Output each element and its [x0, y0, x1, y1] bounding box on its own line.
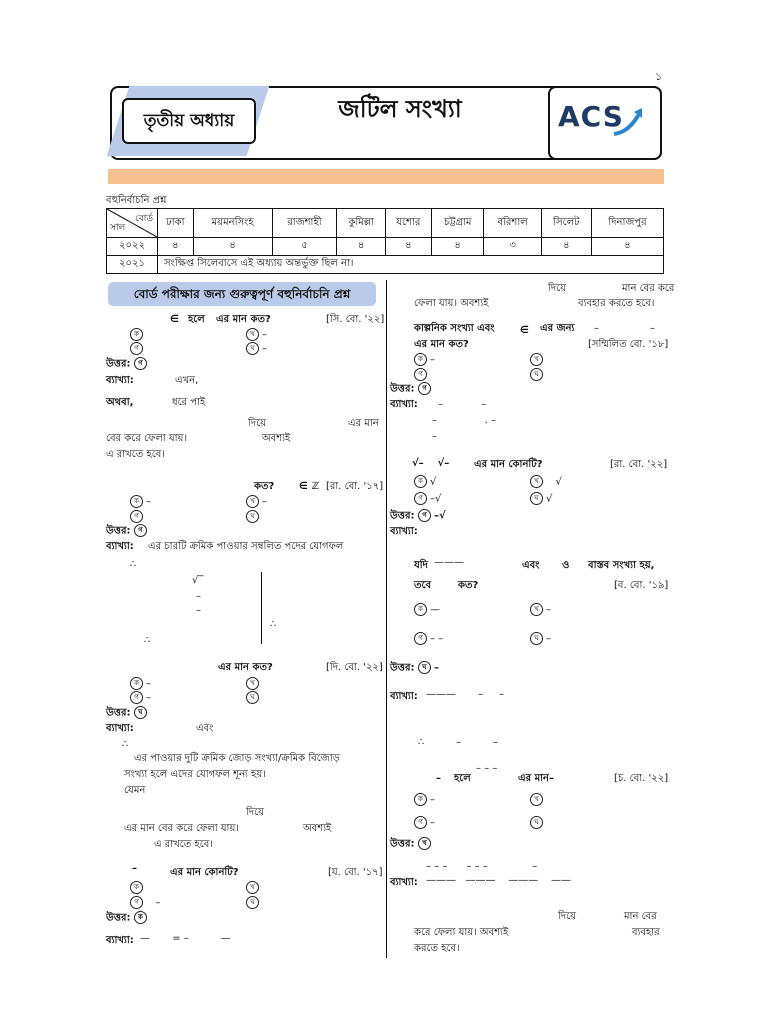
count-cell: ৪: [158, 238, 194, 256]
q7-answer: উত্তর: ঘ –: [390, 662, 439, 674]
q4-option-b: খ: [246, 881, 262, 895]
q1-text: এর মান কত?: [216, 314, 271, 325]
fraction-mark: ———: [434, 557, 464, 568]
count-cell: ৪: [193, 238, 272, 256]
cont-text: ফেলা যায়। অবশ্যই: [414, 298, 489, 309]
fraction-mark: – – –: [476, 763, 498, 774]
dash-mark: – –: [438, 399, 487, 410]
q4-answer: উত্তর: ক: [106, 911, 150, 925]
q2-text: কত?: [254, 481, 275, 492]
q1-answer: উত্তর: গ: [106, 357, 150, 371]
therefore-symbol: ∴ – –: [418, 737, 498, 748]
q1-option-c: গ: [130, 342, 146, 356]
q2-ref: [রা. বো. '১৭]: [326, 481, 384, 492]
q2-option-d: ঘ: [246, 510, 262, 524]
year-cell: ২০২২: [107, 238, 158, 256]
therefore-symbol: ∴: [144, 635, 151, 646]
q5-ref: [সম্মিলিত বো. '১৮]: [588, 339, 669, 350]
q2-option-c: গ: [130, 510, 146, 524]
board-name: চট্টগ্রাম: [431, 209, 484, 238]
dash-mark: –: [436, 773, 441, 784]
q5-symbol: ∈: [520, 325, 529, 336]
q7-text: তবে: [414, 580, 432, 591]
q1-exp-text: বের করে ফেলা যায়।: [106, 433, 188, 444]
q5-option-b: খ: [530, 353, 546, 367]
fraction-mark: – – – – – – –: [426, 861, 538, 872]
q6-option-a: ক √: [414, 475, 436, 489]
q1-exp-text: ধরে পাই: [172, 397, 206, 408]
q3-exp-text: যেমন: [124, 785, 146, 796]
table-corner: [107, 209, 158, 238]
q3-text: এর মান কত?: [218, 662, 273, 673]
q5-text-3: এর মান কত?: [414, 339, 469, 350]
cont-text: করতে হবে।: [414, 943, 460, 954]
q1-option-a: ক: [130, 328, 146, 342]
board-name: রাজশাহী: [272, 209, 337, 238]
q7-text: ও: [562, 560, 570, 571]
q8-cond: হলে: [454, 773, 471, 784]
q8-explanation-label: ব্যাখ্যা:: [390, 877, 418, 888]
acs-logo: ACS: [558, 100, 624, 133]
q3-exp-text: এ রাখতে হবে।: [154, 839, 213, 850]
q1-option-d: ঘ –: [246, 342, 267, 356]
dash-mark: –: [594, 323, 599, 334]
q2-option-a: ক –: [130, 495, 151, 509]
q3-exp-text: দিয়ে: [246, 807, 265, 818]
board-name: সিলেট: [541, 209, 591, 238]
q1-explanation-label: ব্যাখ্যা:: [106, 375, 134, 386]
q3-option-a: ক –: [130, 677, 151, 691]
corner-year: সাল: [110, 223, 126, 233]
q5-option-c: গ: [414, 368, 430, 382]
q1-exp-text: এর মান: [348, 418, 379, 429]
chapter-title: জটিল সংখ্যা: [338, 95, 462, 123]
year-cell: ২০২১: [107, 256, 158, 274]
board-name: কুমিল্লা: [337, 209, 386, 238]
q3-explanation-label: ব্যাখ্যা:: [106, 723, 134, 734]
board-frequency-table: [106, 208, 664, 274]
q7-option-c: গ – –: [414, 632, 443, 646]
q2-answer: উত্তর: গ: [106, 524, 150, 538]
cont-text: ব্যবহার করতে হবে।: [578, 298, 655, 309]
q8-text: এর মান–: [518, 773, 555, 784]
therefore-symbol: ∴: [270, 619, 277, 630]
q8-answer: উত্তর: খ: [390, 837, 434, 851]
q3-exp-text: এর পাওয়ার দুটি ক্রমিক জোড় সংখ্যা/ক্রমিক বিজোড়: [134, 753, 340, 764]
dash-mark: –: [196, 605, 201, 616]
q1-exp-text: অথবা,: [106, 397, 134, 408]
dash-mark: –: [196, 591, 201, 602]
q8-ref: [চ. বো. '২২]: [614, 773, 669, 784]
q4-explanation-label: ব্যাখ্যা:: [106, 935, 134, 946]
q2-symbol: ∈ ℤ: [299, 481, 319, 492]
count-cell: ৩: [484, 238, 541, 256]
q3-ref: [দি. বো. '২২]: [326, 662, 383, 673]
board-name: ঢাকা: [158, 209, 194, 238]
logo-arrow-icon: [612, 104, 646, 138]
cont-text: করে ফেলা যায়। অবশ্যই: [414, 927, 509, 938]
q1-exp-text: এখন,: [175, 375, 199, 386]
q7-text: যদি: [414, 560, 428, 571]
q2-explanation-label: ব্যাখ্যা:: [106, 541, 134, 552]
cont-text: মান বের: [624, 911, 657, 922]
q1-exp-text: এ রাখতে হবে।: [106, 449, 165, 460]
q2-exp-text: এর চারটি ক্রমিক পাওয়ার সম্বলিত পদের যোগফল: [148, 541, 344, 552]
q3-exp-text: এবং: [196, 723, 214, 734]
board-name: ময়মনসিংহ: [193, 209, 272, 238]
count-cell: ৪: [541, 238, 591, 256]
q3-exp-text: সংখ্যা হলে এদের যোগফল শূন্য হয়।: [124, 769, 266, 780]
cont-text: দিয়ে: [548, 283, 567, 294]
q3-exp-text: অবশ্যই: [303, 823, 332, 834]
q8-option-a: ক –: [414, 793, 435, 807]
count-cell: ৪: [385, 238, 431, 256]
q5-option-d: ঘ: [530, 368, 546, 382]
q5-option-a: ক –: [414, 353, 435, 367]
q5-explanation-label: ব্যাখ্যা:: [390, 399, 418, 410]
count-cell: ৪: [431, 238, 484, 256]
q7-ref: [ব. বো. '১৯]: [614, 580, 669, 591]
q1-option-b: খ –: [246, 328, 267, 342]
q3-option-d: ঘ: [246, 691, 262, 705]
q3-exp-text: এর মান বের করে ফেলা যায়।: [124, 823, 239, 834]
q1-ref: [সি. বো. '২২]: [326, 314, 385, 325]
q7-text: বাস্তব সংখ্যা হয়,: [588, 560, 655, 571]
q7-text: কত?: [458, 580, 479, 591]
q7-option-d: ঘ –: [530, 632, 551, 646]
q3-option-c: গ –: [130, 691, 151, 705]
mcq-label: বহুনির্বাচনি প্রশ্ন: [106, 195, 167, 206]
q4-text: এর মান কোনটি?: [170, 867, 239, 878]
column-divider: [386, 280, 387, 958]
q1-exp-text: অবশ্যই: [262, 433, 291, 444]
q6-explanation-label: ব্যাখ্যা:: [390, 526, 418, 537]
cont-text: মান বের করে: [622, 283, 675, 294]
therefore-symbol: ∴: [122, 739, 129, 750]
dash-mark: – . –: [432, 415, 497, 426]
count-cell: ৪: [337, 238, 386, 256]
q8-option-b: খ: [530, 793, 546, 807]
therefore-symbol: ∴: [130, 559, 137, 570]
q7-explanation-label: ব্যাখ্যা:: [390, 691, 418, 702]
q6-text: এর মান কোনটি?: [474, 459, 543, 470]
q4-option-d: ঘ: [246, 896, 262, 910]
fraction-mark: — = – —: [140, 933, 231, 944]
section-banner: বোর্ড পরীক্ষার জন্য গুরুত্বপূর্ণ বহুনির্বাচনি প্রশ্ন: [108, 282, 376, 306]
q4-option-c: গ –: [130, 896, 161, 910]
q6-option-d: ঘ √: [530, 492, 552, 506]
q7-option-b: খ –: [530, 603, 551, 617]
count-cell: ৫: [272, 238, 337, 256]
page-number: ১: [655, 70, 663, 83]
board-name: দিনাজপুর: [591, 209, 663, 238]
q6-option-c: গ –√: [414, 492, 441, 506]
q3-option-b: খ: [246, 677, 262, 691]
q1-symbol: ∈: [170, 314, 179, 325]
sqrt-symbol: √– √–: [412, 458, 450, 469]
board-name: বরিশাল: [484, 209, 541, 238]
q1-cond: হলে: [188, 314, 205, 325]
q5-text: কাল্পনিক সংখ্যা এবং: [414, 323, 495, 334]
q3-answer: উত্তর: ঘ: [106, 706, 150, 720]
board-name: যশোর: [385, 209, 431, 238]
cont-text: দিয়ে: [558, 911, 577, 922]
divider-bar: [108, 169, 664, 184]
q1-exp-text: দিয়ে: [248, 418, 267, 429]
q7-option-a: ক —: [414, 603, 440, 617]
q4-ref: [য. বো. '১৭]: [328, 867, 383, 878]
q4-option-a: ক: [130, 881, 146, 895]
q2-option-b: খ –: [246, 495, 267, 509]
dash-mark: –: [650, 323, 655, 334]
q6-option-b: খ √: [530, 475, 562, 489]
separator-line: [261, 572, 262, 644]
sqrt-symbol: √‾: [192, 575, 204, 586]
q5-answer: উত্তর: গ: [390, 382, 434, 396]
q5-text-2: এর জন্য: [540, 323, 575, 334]
q8-option-d: ঘ: [530, 816, 546, 830]
q6-ref: [রা. বো. '২২]: [610, 459, 668, 470]
corner-board: বোর্ড: [135, 214, 153, 224]
q6-answer: উত্তর: গ –√: [390, 510, 446, 522]
syllabus-note: সংক্ষিপ্ত সিলেবাসে এই অধ্যায় অন্তর্ভুক্ত ছিল না।: [158, 256, 664, 274]
fraction-mark: ——— – –: [426, 689, 505, 700]
dash-mark: –: [132, 863, 137, 874]
fraction-mark: ——— ——— ——— ——: [426, 875, 571, 886]
q7-text: এবং: [522, 560, 540, 571]
dash-mark: –: [432, 431, 437, 442]
chapter-label: তৃতীয় অধ্যায়: [122, 98, 256, 144]
count-cell: ৪: [591, 238, 663, 256]
cont-text: ব্যবহার: [632, 927, 660, 938]
q8-option-c: গ –: [414, 816, 435, 830]
